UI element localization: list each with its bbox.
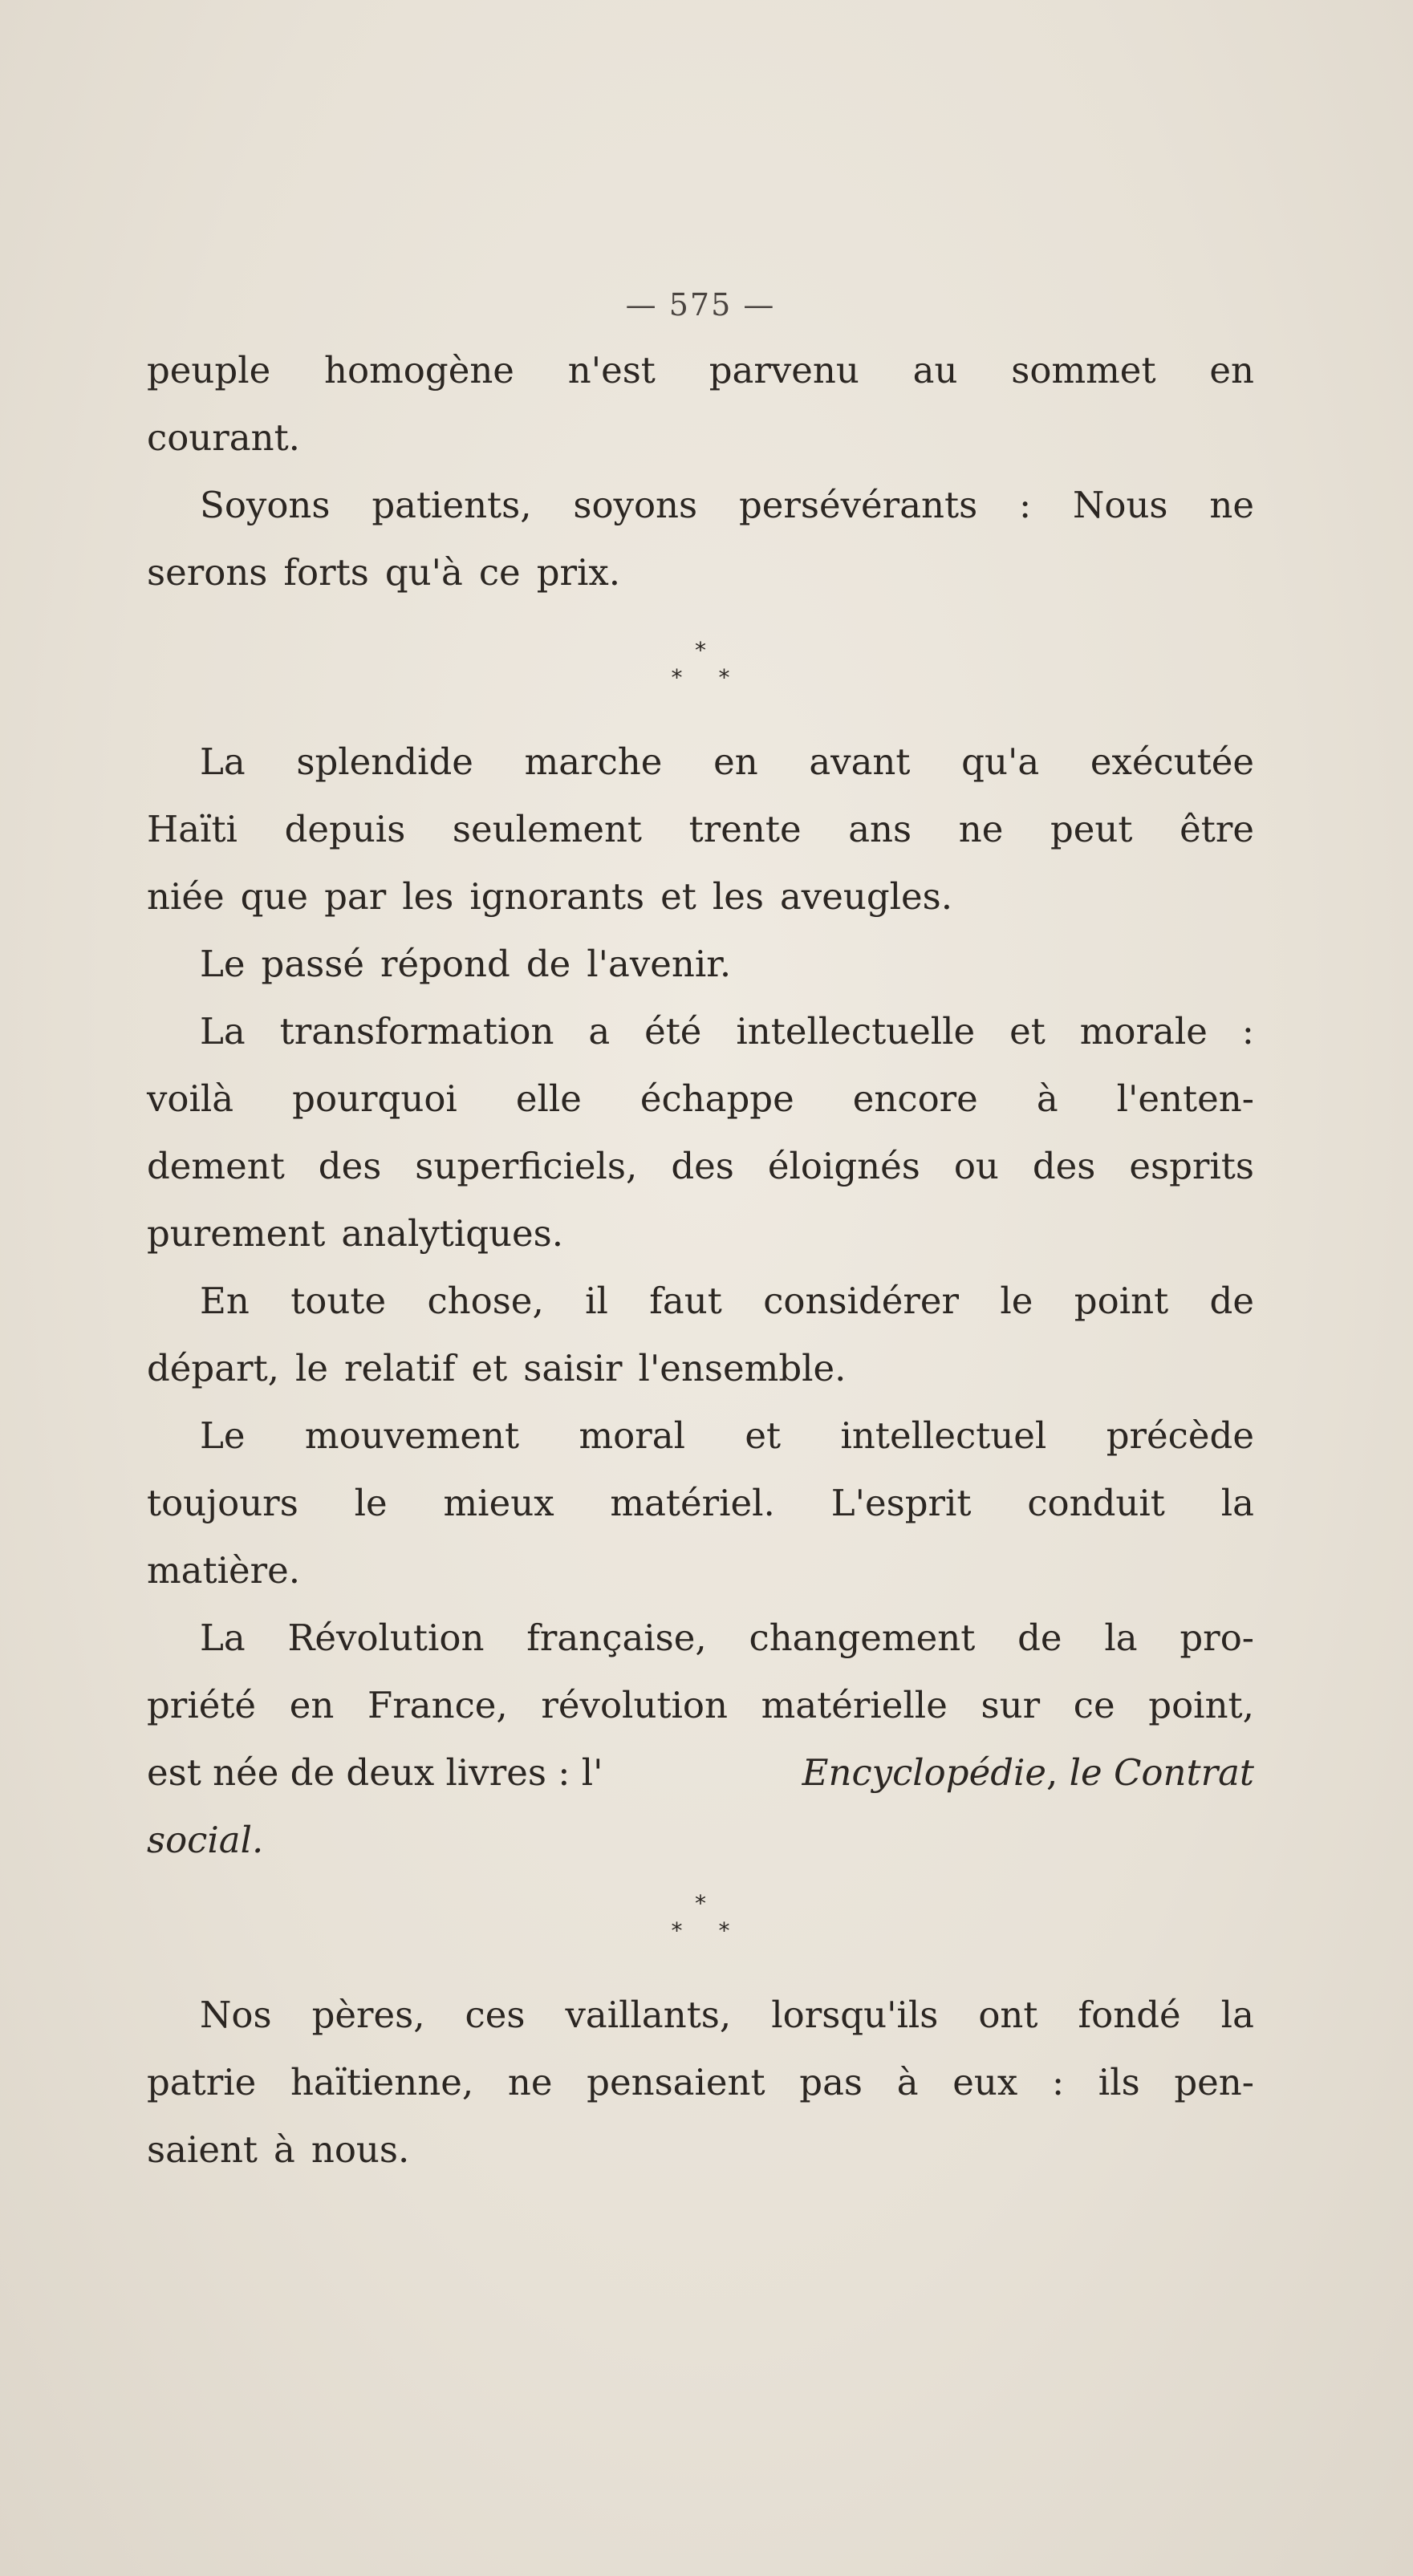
word: esprits: [1129, 1145, 1254, 1187]
text-line: [147, 404, 1254, 472]
word: trente: [688, 808, 802, 850]
word: en: [289, 1684, 335, 1726]
word: exécutée: [1090, 740, 1254, 783]
word: seulement: [452, 808, 643, 850]
word: intellectuel: [840, 1414, 1047, 1457]
word: vaillants,: [565, 1994, 732, 2036]
word: peuple: [147, 349, 271, 391]
word: pourquoi: [292, 1077, 457, 1120]
word: La: [200, 740, 246, 783]
word: serons: [147, 551, 268, 594]
word: ne: [1209, 484, 1254, 526]
section-separator: [147, 1890, 1254, 1945]
word: au: [912, 349, 958, 391]
word: changement: [749, 1617, 976, 1659]
text-segment: est née de deux livres : l': [147, 1751, 603, 1794]
word: Nos: [200, 1994, 272, 2036]
word: des: [1032, 1145, 1096, 1187]
asterism-bottom: * *: [671, 1917, 745, 1944]
word: La: [200, 1010, 246, 1053]
text-line: [147, 2116, 1254, 2184]
text-line: [147, 1402, 1254, 1470]
word: les: [712, 875, 764, 918]
word: haïtienne,: [290, 2061, 474, 2103]
asterism-bottom: * *: [671, 664, 745, 691]
word: intellectuelle: [736, 1010, 976, 1053]
word: française,: [526, 1617, 707, 1659]
word: être: [1180, 808, 1254, 850]
word: ce: [478, 551, 521, 594]
word: matière.: [147, 1549, 301, 1592]
word: nous.: [311, 2128, 410, 2171]
word: prix.: [536, 551, 621, 594]
word: courant.: [147, 416, 300, 459]
word: La: [200, 1617, 246, 1659]
word: sommet: [1011, 349, 1156, 391]
word: pen-: [1174, 2061, 1254, 2103]
asterism-top: *: [695, 1890, 706, 1917]
word: départ,: [147, 1347, 279, 1389]
word: passé: [261, 943, 364, 985]
word: et: [660, 875, 696, 918]
word: priété: [147, 1684, 257, 1726]
word: en: [713, 740, 758, 783]
book-title-social: social.: [147, 1819, 264, 1861]
word: matériel.: [610, 1482, 775, 1524]
word: précède: [1106, 1414, 1254, 1457]
word: parvenu: [709, 349, 859, 391]
text-line: [147, 1982, 1254, 2049]
word: ne: [507, 2061, 553, 2103]
word: et: [1009, 1010, 1046, 1053]
word: mieux: [443, 1482, 554, 1524]
word: marche: [524, 740, 663, 783]
word: moral: [579, 1414, 685, 1457]
word: par: [324, 875, 387, 918]
text-line: [147, 539, 1254, 606]
word: conduit: [1027, 1482, 1165, 1524]
word: ils: [1098, 2061, 1140, 2103]
word: l'avenir.: [587, 943, 732, 985]
word: avant: [809, 740, 911, 783]
book-title-encyclopedie: Encyclopédie: [802, 1751, 1047, 1794]
word: échappe: [640, 1077, 794, 1120]
word: aveugles.: [779, 875, 953, 918]
comma-separator: ,: [1046, 1751, 1070, 1794]
word: éloignés: [767, 1145, 920, 1187]
word: ces: [465, 1994, 526, 2036]
word: France,: [367, 1684, 508, 1726]
text-line-with-titles: [147, 1739, 1254, 1807]
text-line: [147, 337, 1254, 404]
word: le: [354, 1482, 388, 1524]
book-title-contrat: le Contrat: [1069, 1751, 1254, 1794]
word: ont: [978, 1994, 1038, 2036]
word: chose,: [427, 1280, 544, 1322]
page-text: [147, 273, 1254, 2184]
word: saisir: [523, 1347, 623, 1389]
word: l'ensemble.: [638, 1347, 847, 1389]
text-line: [147, 1672, 1254, 1739]
word: que: [240, 875, 309, 918]
word: patients,: [372, 484, 532, 526]
text-line: [147, 1065, 1254, 1133]
word: elle: [515, 1077, 582, 1120]
word: Haïti: [147, 808, 238, 850]
text-line: [147, 931, 1254, 998]
word: :: [1051, 2061, 1065, 2103]
word: purement: [147, 1212, 326, 1255]
word: homogène: [324, 349, 514, 391]
word: analytiques.: [341, 1212, 564, 1255]
word: point,: [1148, 1684, 1254, 1726]
word: pro-: [1180, 1617, 1254, 1659]
text-line: [147, 1604, 1254, 1672]
word: de: [1017, 1617, 1062, 1659]
word: splendide: [296, 740, 473, 783]
word: la: [1220, 1482, 1254, 1524]
word: considérer: [763, 1280, 960, 1322]
word: pensaient: [587, 2061, 765, 2103]
word: été: [644, 1010, 702, 1053]
word: et: [745, 1414, 782, 1457]
asterism-top: *: [695, 637, 706, 663]
word: morale: [1079, 1010, 1208, 1053]
text-line: [147, 796, 1254, 863]
word: :: [1241, 1010, 1254, 1053]
word: n'est: [567, 349, 656, 391]
text-line: [147, 1470, 1254, 1537]
word: lorsqu'ils: [771, 1994, 939, 2036]
word: à: [274, 2128, 295, 2171]
word: l'enten-: [1116, 1077, 1254, 1120]
text-line: [147, 2049, 1254, 2116]
word: ou: [953, 1145, 999, 1187]
word: relatif: [344, 1347, 456, 1389]
word: les: [402, 875, 454, 918]
text-line: [147, 1268, 1254, 1335]
word: Le: [200, 1414, 246, 1457]
word: Le: [200, 943, 246, 985]
word: soyons: [573, 484, 698, 526]
word: ne: [958, 808, 1004, 850]
word: et: [471, 1347, 508, 1389]
text-line: [147, 1537, 1254, 1604]
word: des: [671, 1145, 734, 1187]
word: superficiels,: [415, 1145, 638, 1187]
word: le: [294, 1347, 329, 1389]
word: niée: [147, 875, 225, 918]
word: Nous: [1072, 484, 1168, 526]
text-line: [147, 1133, 1254, 1200]
word: voilà: [147, 1077, 234, 1120]
word: saient: [147, 2128, 258, 2171]
word: dement: [147, 1145, 285, 1187]
word: transformation: [279, 1010, 554, 1053]
word: à: [896, 2061, 919, 2103]
word: la: [1104, 1617, 1138, 1659]
word: répond: [380, 943, 510, 985]
word: de: [526, 943, 571, 985]
page-number: — 575 —: [625, 287, 776, 323]
word: Révolution: [287, 1617, 485, 1659]
word: peut: [1050, 808, 1133, 850]
text-line: [147, 1335, 1254, 1402]
word: ignorants: [469, 875, 645, 918]
word: depuis: [284, 808, 406, 850]
word: pas: [799, 2061, 863, 2103]
word: En: [200, 1280, 250, 1322]
word: Soyons: [200, 484, 331, 526]
word: la: [1220, 1994, 1254, 2036]
word: il: [585, 1280, 608, 1322]
word: point: [1074, 1280, 1169, 1322]
word: mouvement: [304, 1414, 520, 1457]
word: persévérants: [738, 484, 978, 526]
word: toujours: [147, 1482, 298, 1524]
text-line: [147, 1807, 1254, 1874]
word: qu'à: [384, 551, 463, 594]
text-line: [147, 1200, 1254, 1268]
word: pères,: [311, 1994, 425, 2036]
word: L'esprit: [830, 1482, 972, 1524]
word: de: [1209, 1280, 1254, 1322]
word: ans: [848, 808, 912, 850]
word: qu'a: [961, 740, 1040, 783]
text-line: [147, 863, 1254, 931]
word: ce: [1073, 1684, 1115, 1726]
word: le: [1000, 1280, 1033, 1322]
word: matérielle: [761, 1684, 948, 1726]
word: faut: [649, 1280, 722, 1322]
word: à: [1036, 1077, 1058, 1120]
word: sur: [981, 1684, 1041, 1726]
word: :: [1019, 484, 1032, 526]
text-line: [147, 472, 1254, 539]
text-line: [147, 998, 1254, 1065]
word: révolution: [541, 1684, 728, 1726]
word: toute: [290, 1280, 387, 1322]
word: a: [588, 1010, 611, 1053]
word: eux: [952, 2061, 1018, 2103]
word: forts: [283, 551, 369, 594]
word: encore: [852, 1077, 978, 1120]
word: des: [318, 1145, 382, 1187]
word: fondé: [1078, 1994, 1181, 2036]
word: en: [1209, 349, 1254, 391]
word: patrie: [147, 2061, 257, 2103]
section-separator: [147, 637, 1254, 692]
text-line: [147, 728, 1254, 796]
